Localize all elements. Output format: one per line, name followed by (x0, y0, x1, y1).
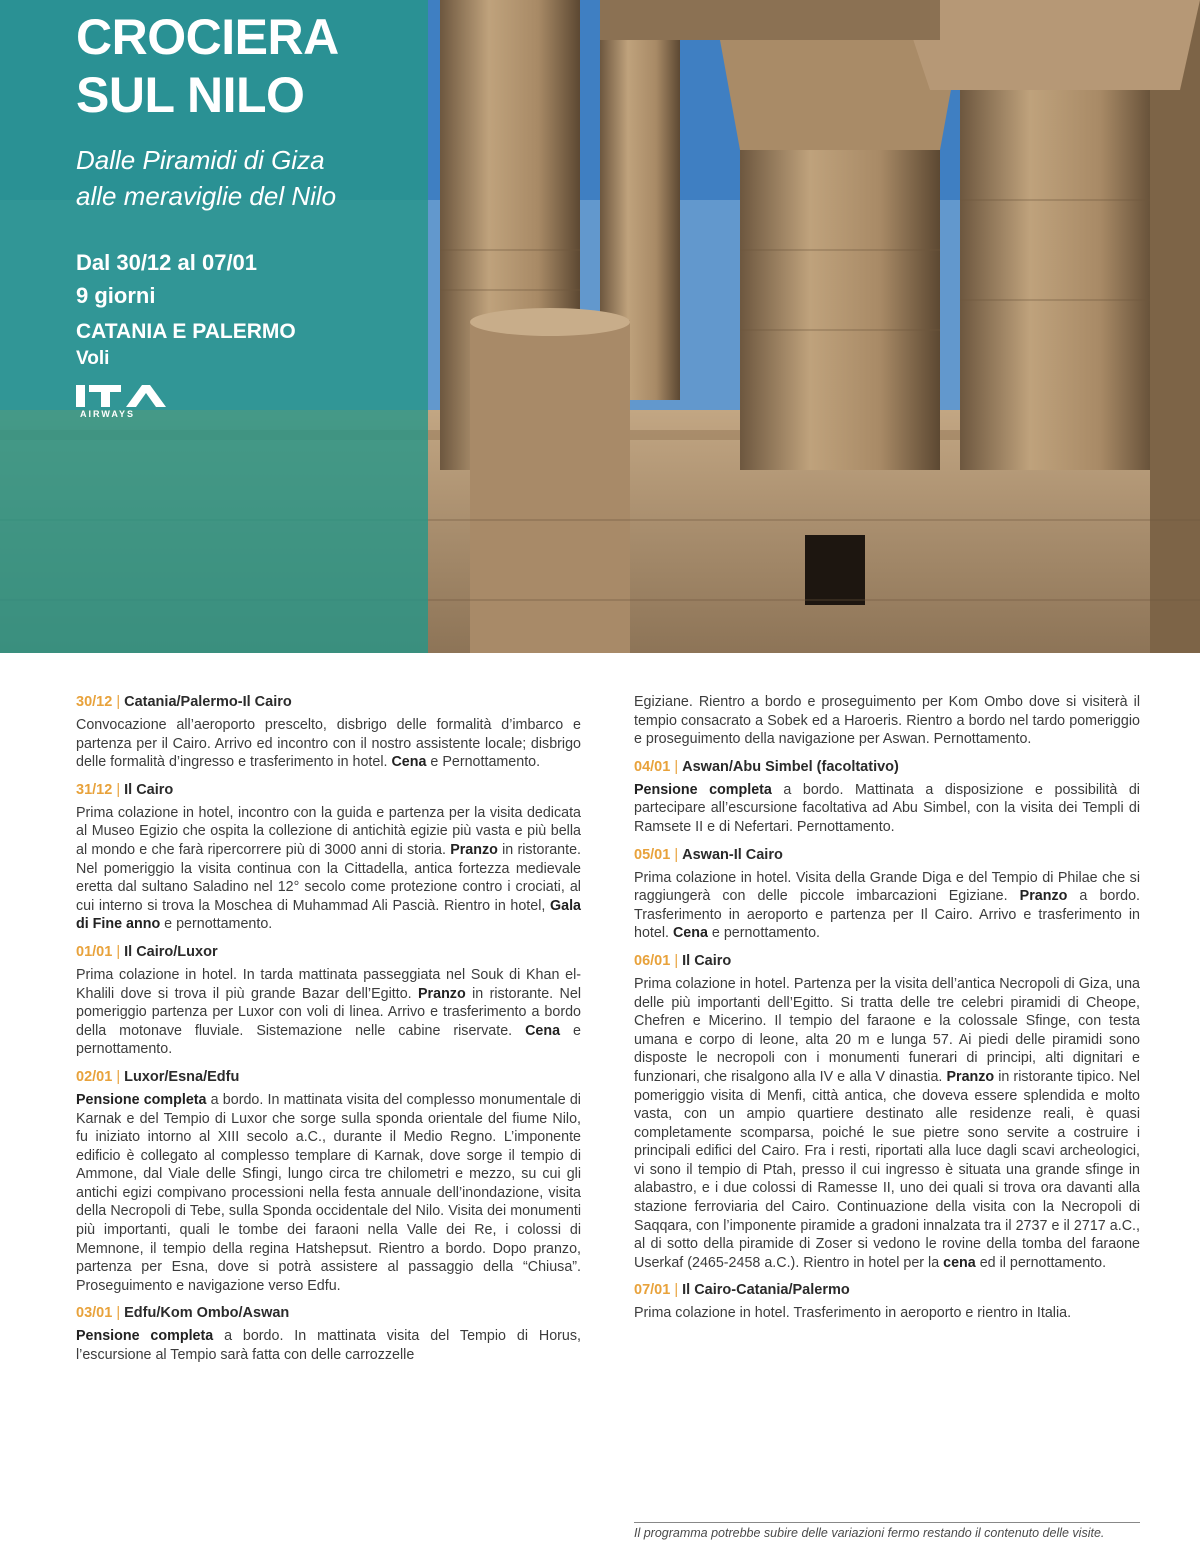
day-date: 02/01 (76, 1068, 113, 1085)
itinerary-day (634, 952, 1140, 1273)
airline-logo-text: AIRWAYS (80, 409, 136, 419)
day-separator: | (112, 1068, 125, 1085)
body-text: Prima colazione in hotel. Partenza per la visita dell’antica Necropoli di Giza, una delle più importanti dell’Egitto. Si tratta delle tre celebri piramidi di Cheope, Chefren e Micerino. Il tempio del faraone e la colossale Sfinge, con testa umana e corpo di leone, alta 20 m e lunga 57. Ai piedi delle piramidi sono disposte le necropoli con i monumenti funerari di principi, alti dignitari e funzionari, che risalgono alla IV e alla V dinastia. (634, 975, 1140, 1085)
itinerary-day (634, 846, 1140, 943)
day-separator: | (112, 781, 125, 798)
day-heading (634, 846, 1140, 865)
day-title: Aswan-Il Cairo (682, 846, 783, 863)
itinerary-day (634, 758, 1140, 837)
day-date: 03/01 (76, 1305, 113, 1322)
day-date: 07/01 (634, 1282, 671, 1299)
body-text: a bordo. Trasferimento in aeroporto e partenza per Il Cairo. Arrivo e trasferimento in hotel. (634, 888, 1141, 942)
body-text: Prima colazione in hotel. Trasferimento in aeroporto e rientro in Italia. (634, 1305, 1072, 1322)
body-text: a bordo. In mattinata visita del Tempio di Horus, l’escursione al Tempio sarà fatta con delle carrozzelle (76, 1328, 581, 1364)
body-text: e pernottamento. (76, 1022, 581, 1058)
highlight-text: Cena (525, 1022, 561, 1039)
day-separator: | (670, 952, 683, 969)
day-date: 31/12 (76, 781, 113, 798)
day-separator: | (670, 758, 683, 775)
highlight-text: Pranzo (946, 1068, 995, 1085)
body-text: e pernottamento. (707, 925, 820, 942)
day-heading (76, 781, 581, 800)
body-text: Prima colazione in hotel. Visita della Grande Diga e del Tempio di Philae che si raggiungerà con delle piccole imbarcazioni Egiziane. (634, 869, 1140, 905)
day-date: 04/01 (634, 758, 671, 775)
itinerary-right-column (634, 693, 1140, 1332)
day-description (634, 693, 1140, 749)
body-text: in ristorante. Nel pomeriggio la visita continua con la Cittadella, antica fortezza medievale eretta dal sultano Saladino nel 12° secolo come protezione contro i crociati, al cui interno si trova la Moschea di Muhammad Ali Pascià. Rientro in hotel, (76, 841, 582, 914)
day-title: Aswan/Abu Simbel (facoltativo) (682, 758, 899, 775)
body-text: e pernottamento. (160, 916, 273, 933)
duration: 9 giorni (76, 283, 156, 308)
program-footnote: Il programma potrebbe subire delle variazioni fermo restando il contenuto delle visite. (634, 1522, 1140, 1541)
day-heading (634, 952, 1140, 971)
highlight-text: Pensione completa (76, 1091, 207, 1108)
day-description (634, 869, 1140, 943)
subtitle-line-2: alle meraviglie del Nilo (76, 181, 337, 211)
day-description (76, 1327, 581, 1364)
highlight-text: Pranzo (418, 985, 466, 1002)
day-heading (76, 693, 581, 712)
day-title: Il Cairo-Catania/Palermo (682, 1282, 850, 1299)
hero-banner (0, 0, 1200, 653)
itinerary-day (634, 1281, 1140, 1323)
day-title: Il Cairo/Luxor (124, 943, 218, 960)
itinerary-day (76, 781, 581, 934)
day-title: Catania/Palermo-Il Cairo (124, 694, 292, 710)
highlight-text: cena (943, 1254, 976, 1271)
day-description (634, 781, 1140, 837)
body-text: in ristorante tipico. Nel pomeriggio visita di Menfi, città antica, che doveva essere splendida e molto vasta, con un ampio quartiere destinato alle residenze reali, è quasi completamente scomparsa, poiché le sue pietre sono servite a costruire i principali edifici del Cairo. Fra i resti, riportati alla luce dagli scavi archeologici, vi sono il tempio di Ptah, presso il cui ingresso è situata una grande sfinge in alabastro, e i due colossi di Ramesse II, uno dei quali si trova ora davanti alla stazione ferroviaria del Cairo. Continuazione della visita con la Necropoli di Saqqara, con l’imponente piramide a gradoni innalzata tra il 2737 e il 2717 a.C., al di sotto della piramide di Zoser si vedono le rovine della tomba del faraone Userkaf (2465-2458 a.C.). Rientro in hotel per la (634, 1068, 1140, 1271)
day-heading (634, 758, 1140, 777)
title-line-2: SUL NILO (76, 67, 305, 123)
itinerary-day (76, 1068, 581, 1296)
subtitle-line-1: Dalle Piramidi di Giza (76, 145, 325, 175)
day-description (76, 804, 581, 934)
day-title: Il Cairo (124, 781, 174, 798)
body-text: Egiziane. Rientro a bordo e proseguimento per Kom Ombo dove si visiterà il tempio consacrato a Sobek ed a Haroeris. Rientro a bordo nel tardo pomeriggio e proseguimento della navigazione per Aswan. Pernottamento. (634, 694, 1140, 748)
day-heading (76, 1304, 581, 1323)
body-text: Prima colazione in hotel, incontro con la guida e partenza per la visita dedicata al Museo Egizio che ospita la collezione di antichità egizie più vasta e più bella al mondo e che farà ripercorrere più di 3000 anni di storia. (76, 804, 581, 858)
highlight-text: Pranzo (1019, 888, 1068, 905)
highlight-text: Cena (672, 925, 708, 942)
body-text: a bordo. In mattinata visita del complesso monumentale di Karnak e del Tempio di Luxor che sorge sulla sponda orientale del fiume Nilo, fu iniziato intorno al XIII secolo a.C., durante il Medio Regno. L’imponente edificio è collegato al complesso templare di Karnak, dove sorge il tempio di Ammone, dal Viale delle Sfingi, lungo circa tre chilometri e mezzo, su cui gli antichi egizi compivano processioni nella festa annuale dell’inondazione, visita della Necropoli di Tebe, sulla Sponda occidentale del Nilo. Visita dei monumenti più importanti, quali le tombe dei faraoni nella Valle dei Re, i colossi di Memnone, il tempio della regina Hatshepsut. Rientro a bordo. Dopo pranzo, partenza per Esna, dove si potrà assistere al passaggio della “Chiusa”. Proseguimento e navigazione verso Edfu. (76, 1091, 581, 1294)
day-date: 05/01 (634, 846, 671, 863)
flights-label: Voli (76, 348, 110, 369)
day-heading (76, 1068, 581, 1087)
trip-dates (76, 246, 257, 312)
day-description (634, 975, 1140, 1273)
itinerary-day (76, 943, 581, 1059)
departure-cities: CATANIA E PALERMO (76, 320, 296, 343)
itinerary-day (76, 1304, 581, 1364)
day-heading (76, 943, 581, 962)
day-separator: | (670, 1282, 683, 1299)
body-text: in ristorante. Nel pomeriggio partenza per Luxor con voli di linea. Arrivo e trasferimento a bordo della motonave fluviale. Sistemazione nelle cabine riservate. (76, 985, 581, 1039)
itinerary-day (76, 693, 581, 772)
day-description (76, 716, 581, 772)
day-description (634, 1304, 1140, 1323)
title-line-1: CROCIERA (76, 9, 339, 65)
highlight-text: Pensione completa (76, 1328, 214, 1345)
day-description (76, 966, 581, 1059)
highlight-text: Pensione completa (634, 781, 772, 798)
page-title (76, 8, 339, 124)
body-text: e Pernottamento. (426, 754, 541, 771)
day-title: Il Cairo (682, 952, 732, 969)
day-continuation (634, 693, 1140, 749)
day-title: Luxor/Esna/Edfu (124, 1068, 240, 1085)
day-separator: | (112, 694, 125, 710)
day-date: 30/12 (76, 694, 113, 710)
day-description (76, 1091, 581, 1296)
day-heading (634, 1281, 1140, 1300)
ita-airways-logo (76, 381, 172, 409)
day-separator: | (670, 846, 683, 863)
date-range: Dal 30/12 al 07/01 (76, 250, 258, 275)
day-separator: | (112, 1305, 125, 1322)
body-text: Convocazione all’aeroporto prescelto, disbrigo delle formalità d’imbarco e partenza per il Cairo. Arrivo ed incontro con il nostro assistente locale; disbrigo delle formalità d’ingresso e trasferimento in hotel. (76, 717, 581, 771)
highlight-text: Pranzo (450, 841, 498, 858)
body-text: a bordo. Mattinata a disposizione e possibilità di partecipare all’escursione facoltativa ad Abu Simbel, con la visita dei Templi di Ramsete II e di Nefertari. Pernottamento. (634, 781, 1140, 835)
highlight-text: Cena (391, 754, 427, 771)
body-text: ed il pernottamento. (975, 1254, 1107, 1271)
day-title: Edfu/Kom Ombo/Aswan (124, 1305, 290, 1322)
day-date: 01/01 (76, 943, 113, 960)
highlight-text: Gala di Fine anno (76, 897, 581, 933)
day-date: 06/01 (634, 952, 671, 969)
subtitle (76, 142, 336, 214)
itinerary-left-column (76, 693, 581, 1374)
day-separator: | (112, 943, 125, 960)
body-text: Prima colazione in hotel. In tarda mattinata passeggiata nel Souk di Khan el-Khalili dove si trova il più grande Bazar dell’Egitto. (76, 966, 581, 1002)
